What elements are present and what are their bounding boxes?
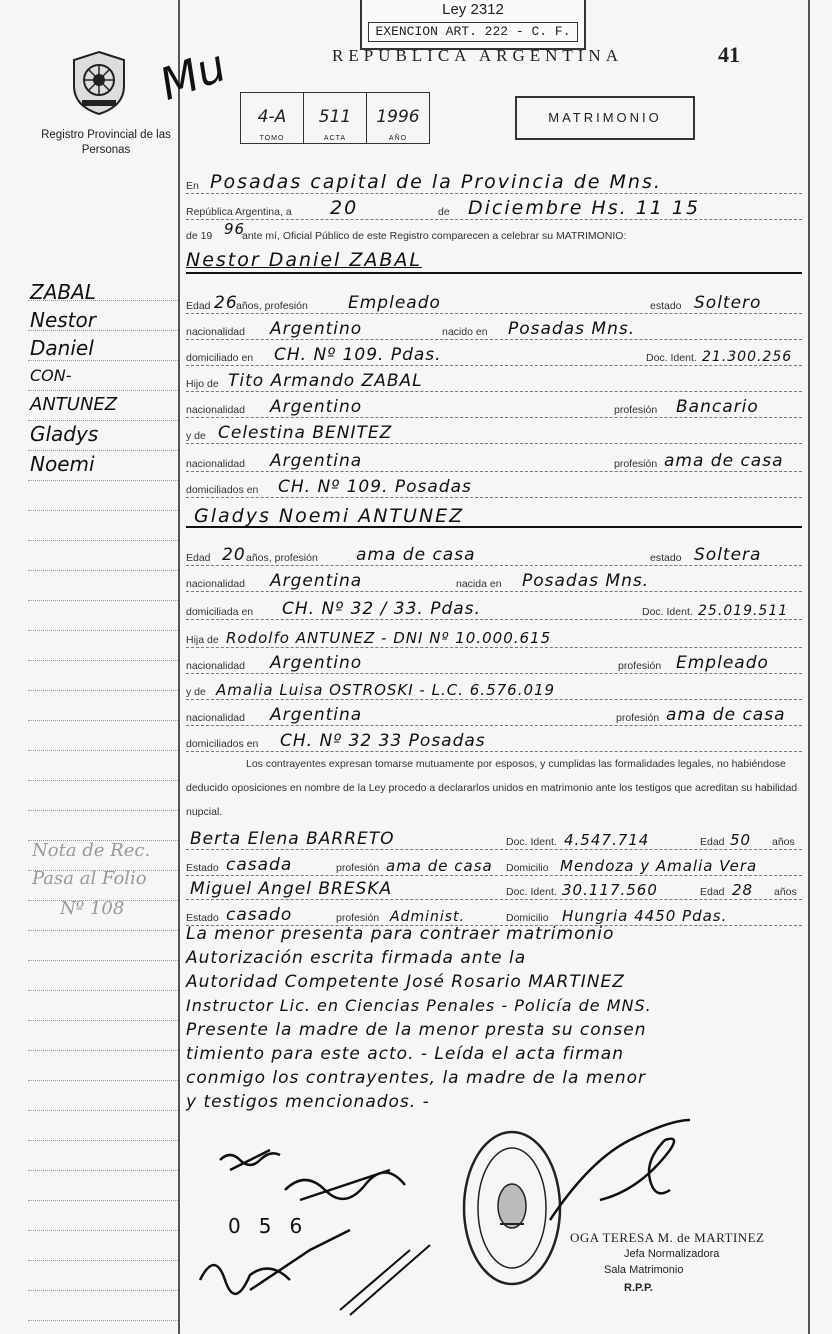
ano-label: AÑO: [388, 135, 408, 142]
groom-age-row: Edad 26 años, profesión Empleado estado Soltero: [186, 290, 802, 314]
witness-2-row: Miguel Angel BRESKA Doc. Ident. 30.117.560 Edad 28 años: [186, 876, 802, 900]
groom-parents-address-row: domiciliados en CH. Nº 109. Posadas: [186, 474, 802, 498]
bride-father-row: Hija de Rodolfo ANTUNEZ - DNI Nº 10.000.615: [186, 624, 802, 648]
bride-name: Gladys Noemi ANTUNEZ: [194, 505, 465, 527]
official-title: Jefa Normalizadora: [624, 1248, 720, 1260]
folio-number: 41: [718, 42, 740, 67]
witness-2-details-row: Estado casado profesión Administ. Domicilio Hungria 4450 Pdas.: [186, 902, 802, 926]
margin-initials: Mu: [153, 40, 233, 111]
acta-value: 511: [318, 107, 352, 127]
bride-age-row: Edad 20 años, profesión ama de casa estado Soltera: [186, 542, 802, 566]
year-row: de 19 96 ante mí, Oficial Público de este Registro comparecen a celebrar su MATRIMONIO:: [186, 220, 627, 242]
tomo-label: TOMO: [259, 135, 285, 142]
bride-name-row: [186, 502, 802, 528]
tomo-value: 4-A: [257, 107, 287, 127]
marriage-certificate: Ley 2312 EXENCION ART. 222 - C. F. REPUBLICA ARGENTINA 41 Registro Provincial de las Personas Mu 4-A TOMO 511 ACTA 1996 AÑO MATRIMONIO En Posadas capital de la Provincia de Mns. República Argentina, a 20 de Diciembre Hs. 11 15 de 19 96 ante mí, Oficial Público de este Registro comparecen a celebrar su MATRIMONIO: Nestor Daniel ZABAL Edad 26 años, profesión Empleado estado Soltero nacionalidad Argentino nacido en Posadas Mns. domiciliado en CH. Nº 109. Pdas. Doc. Ident. 21.300.256 Hijo de Tito Armando ZABAL nacionalidad Argentino profesión Bancario y de Celestina BENITEZ nacionalidad Argentina profesión ama de casa domiciliados en CH. Nº 109. Posadas Gladys Noemi ANTUNEZ Edad 20 años, profesión ama de casa estado Soltera nacionalidad Argentina nacida en Posadas Mns. domiciliada en CH. Nº 32 / 33. Pdas. Doc. Ident. 25.019.511 Hija de Rodolfo ANTUNEZ - DNI Nº 10.000.615 nacionalidad Argentino profesión Empleado y de Amalia Luisa OSTROSKI - L.C. 6.576.019 nacionalidad Argentina profesión ama de casa domiciliados en CH. Nº 32 33 Posadas Los contrayentes expresan tomarse mutuamente por esposos, y cumplidas las formalidades legales, no habiéndose deducido oposiciones en nombre de la Ley procedo a declararlos unidos en matrimonio ante los testigos que acreditan su habilidad nupcial. Berta Elena BARRETO Doc. Ident. 4.547.714 Edad 50 años Estado casada profesión ama de casa Domicilio Mendoza y Amalia Vera Miguel Angel BRESKA Doc. Ident. 30.117.560 Edad 28 años Estado casado profesión Administ. Domicilio Hungria 4450 Pdas. La menor presenta para contraer matrimonio Autorización escrita firmada ante la Autoridad Competente José Rosario MARTINEZ Instructor Lic. en Ciencias Penales - Policía de MNS. Presente la madre de la menor presta su consen timiento para este acto. - Leída el acta firman conmigo los contrayentes, la madre de la menor y testigos mencionados. - ZABAL Nestor Daniel CON- ANTUNEZ Gladys Noemi Nota de Rec. Pasa al Folio Nº 108 056 OGA TERESA M. de MARTINEZ Jefa Normalizadora Sala Matrimonio R.P.P.: [0, 0, 832, 1334]
office-name: Sala Matrimonio: [604, 1264, 684, 1276]
stamp-law: Ley 2312: [442, 1, 504, 18]
day-value: 20: [330, 197, 359, 219]
margin-note-3: Nº 108: [60, 898, 125, 919]
bride-mother-nationality-row: nacionalidad Argentina profesión ama de casa: [186, 702, 802, 726]
date-row: República Argentina, a 20 de Diciembre Hs. 11 15: [186, 194, 802, 220]
acta-label: ACTA: [323, 135, 347, 142]
bride-mother-row: y de Amalia Luisa OSTROSKI - L.C. 6.576.019: [186, 676, 802, 700]
margin-rule: [178, 0, 180, 1334]
groom-name: Nestor Daniel ZABAL: [186, 249, 422, 271]
record-number-box: [240, 92, 430, 144]
margin-rule-right: [808, 0, 810, 1334]
record-type: MATRIMONIO: [515, 96, 695, 140]
registry-crest-icon: [70, 50, 128, 116]
month-time-value: Diciembre Hs. 11 15: [468, 197, 701, 219]
margin-surname: ZABAL: [30, 280, 96, 304]
ano-cell: [367, 93, 429, 143]
ano-value: 1996: [376, 107, 420, 127]
margin-first-name: Nestor: [30, 308, 96, 332]
witness-1-row: Berta Elena BARRETO Doc. Ident. 4.547.714 Edad 50 años: [186, 826, 802, 850]
bride-nationality-row: nacionalidad Argentina nacida en Posadas Mns.: [186, 568, 802, 592]
tax-exemption-stamp: [360, 0, 586, 50]
groom-father-row: Hijo de Tito Armando ZABAL: [186, 368, 802, 392]
margin-con: CON-: [30, 366, 72, 385]
margin-note-1: Nota de Rec.: [32, 840, 151, 861]
bride-divider: [186, 526, 802, 528]
groom-mother-nationality-row: nacionalidad Argentina profesión ama de casa: [186, 448, 802, 472]
stamp-exemption: EXENCION ART. 222 - C. F.: [368, 22, 578, 42]
groom-divider: [186, 272, 802, 274]
margin-bride-first: Gladys: [30, 422, 99, 446]
bride-father-nationality-row: nacionalidad Argentino profesión Empleado: [186, 650, 802, 674]
official-name: OGA TERESA M. de MARTINEZ: [570, 1230, 765, 1245]
bride-address-row: domiciliada en CH. Nº 32 / 33. Pdas. Doc. Ident. 25.019.511: [186, 596, 802, 620]
office-abbr: R.P.P.: [624, 1282, 653, 1294]
groom-mother-row: y de Celestina BENITEZ: [186, 420, 802, 444]
signature-marks: 056: [228, 1214, 321, 1238]
place-value: Posadas capital de la Provincia de Mns.: [210, 171, 662, 193]
groom-nationality-row: nacionalidad Argentino nacido en Posadas Mns.: [186, 316, 802, 340]
declaration-text: Los contrayentes expresan tomarse mutuamente por esposos, y cumplidas las formalidades legales, no habiéndose deducido oposiciones en nombre de la Ley procedo a declararlos unidos en matrimonio ante los testigos que acreditan su habilidad nupcial.: [186, 758, 798, 818]
groom-father-nationality-row: nacionalidad Argentino profesión Bancario: [186, 394, 802, 418]
margin-bride-surname: ANTUNEZ: [30, 394, 118, 415]
acta-cell: [304, 93, 367, 143]
margin-second-name: Daniel: [30, 336, 94, 360]
place-row: En Posadas capital de la Provincia de Mns.: [186, 168, 802, 194]
tomo-cell: [241, 93, 304, 143]
margin-bride-second: Noemi: [30, 452, 95, 476]
year-suffix: 96: [224, 220, 246, 238]
groom-address-row: domiciliado en CH. Nº 109. Pdas. Doc. Ident. 21.300.256: [186, 342, 802, 366]
margin-note-2: Pasa al Folio: [32, 868, 147, 889]
registry-name: Registro Provincial de las Personas: [41, 129, 171, 156]
country-title: REPUBLICA ARGENTINA: [332, 46, 623, 65]
witness-1-details-row: Estado casada profesión ama de casa Domicilio Mendoza y Amalia Vera: [186, 852, 802, 876]
bride-parents-address-row: domiciliados en CH. Nº 32 33 Posadas: [186, 728, 802, 752]
official-signature-icon: [540, 1110, 710, 1230]
groom-name-row: [186, 246, 802, 272]
